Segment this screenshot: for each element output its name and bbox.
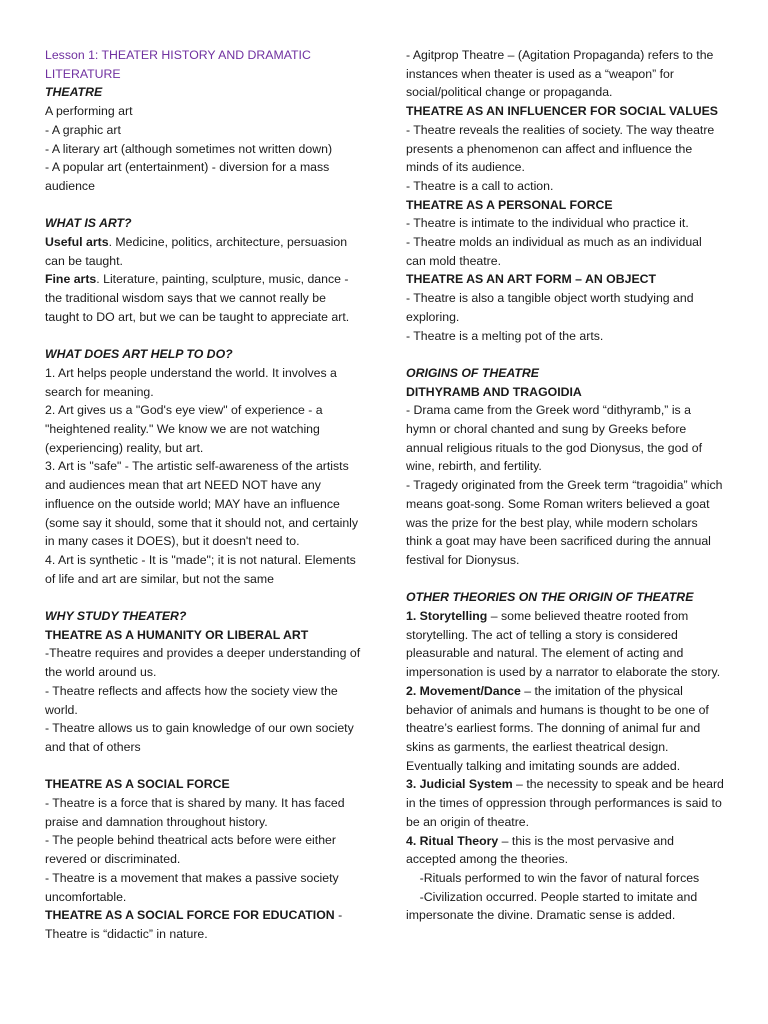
dithyramb-item: - Drama came from the Greek word “dithyramb,” is a hymn or choral chanted and sung by Greeks before annual religious rituals to the god Dionysus, the god of wine, rebirth, and fertility. xyxy=(406,403,702,474)
theory-text: – the imitation of the physical behavior of animals and humans is thought to be one of theatre’s earliest forms. The donning of animal fur and skins as garments, the earliest theatrical design. Eventually talking and imitating sounds are added. xyxy=(406,683,709,773)
what-does-art-heading: WHAT DOES ART HELP TO DO? xyxy=(45,347,233,362)
ritual-item: -Civilization occurred. People started to imitate and impersonate the divine. Dramatic sense is added. xyxy=(406,889,701,923)
theory-item xyxy=(406,682,724,776)
personal-heading: THEATRE AS A PERSONAL FORCE xyxy=(406,197,613,212)
theory-text: – this is the most pervasive and accepted among the theories. xyxy=(406,833,674,867)
theatre-item: - A popular art (entertainment) - diversion for a mass audience xyxy=(45,160,330,193)
theory-item xyxy=(406,775,724,831)
what-is-art-heading: WHAT IS ART? xyxy=(45,216,132,231)
lesson-title: Lesson 1: THEATER HISTORY AND DRAMATIC LITERATURE xyxy=(45,48,311,81)
education-heading: THEATRE AS A SOCIAL FORCE FOR EDUCATION xyxy=(45,908,335,923)
fine-arts-term: Fine arts xyxy=(45,272,97,287)
useful-arts-term: Useful arts xyxy=(45,235,109,250)
humanity-item: -Theatre requires and provides a deeper understanding of the world around us. xyxy=(45,646,361,680)
art-point: 1. Art helps people understand the world. It involves a search for meaning. xyxy=(45,365,337,399)
theory-item xyxy=(406,832,724,869)
humanity-item: - Theatre reflects and affects how the society view the world. xyxy=(45,683,338,717)
social-force-heading: THEATRE AS A SOCIAL FORCE xyxy=(45,777,230,792)
values-item: - Theatre is a call to action. xyxy=(406,178,554,193)
art-point: 3. Art is "safe" - The artistic self-awareness of the artists and audiences mean that art NEED NOT have any influence on the outside world; MAY have an influence (some say it should, some that it should not, and certainly in many cases it DOES), but it doesn't need to. xyxy=(45,459,359,549)
right-column xyxy=(406,46,724,925)
theatre-item: A performing art xyxy=(45,104,133,119)
origins-heading: ORIGINS OF THEATRE xyxy=(406,365,539,380)
dithyramb-item: - Tragedy originated from the Greek term “tragoidia” which means goat-song. Some Roman writers believed a goat was the prize for the best play, while modern scholars think a goat may have been sacrificed during the annual festival for Dionysus. xyxy=(406,478,723,567)
useful-arts-text: . Medicine, politics, architecture, persuasion can be taught. xyxy=(45,235,348,268)
theory-item xyxy=(406,607,724,682)
fine-arts-paragraph xyxy=(45,270,363,326)
art-point: 4. Art is synthetic - It is "made"; it is not natural. Elements of life and art are similar, but not the same xyxy=(45,552,356,586)
agitprop-paragraph: - Agitprop Theatre – (Agitation Propaganda) refers to the instances when theater is used as a “weapon” for social/political change or propaganda. xyxy=(406,48,714,100)
useful-arts-paragraph xyxy=(45,233,363,270)
ritual-item: -Rituals performed to win the favor of natural forces xyxy=(406,870,700,885)
theory-text: – the necessity to speak and be heard in the times of oppression through performances is said to be an origin of theatre. xyxy=(406,777,724,829)
theory-term: 1. Storytelling xyxy=(406,609,488,624)
humanity-item: - Theatre allows us to gain knowledge of our own society and that of others xyxy=(45,721,354,754)
theory-text: – some believed theatre rooted from storytelling. The act of telling a story is considered pleasurable and natural. The element of acting and impersonation is used by a narrator to elaborate the story. xyxy=(406,609,721,680)
art-point: 2. Art gives us a "God's eye view" of experience - a "heightened reality." We know we are not watching (experiencing) reality, but art. xyxy=(45,403,323,455)
social-force-item: - Theatre is a movement that makes a passive society uncomfortable. xyxy=(45,870,339,904)
fine-arts-text: . Literature, painting, sculpture, music, dance - the traditional wisdom says that we cannot really be taught to DO art, but we can be taught to appreciate art. xyxy=(45,272,350,324)
theory-term: 4. Ritual Theory xyxy=(406,833,499,848)
artform-item: - Theatre is a melting pot of the arts. xyxy=(406,328,604,343)
education-text: - Theatre is “didactic” in nature. xyxy=(45,908,343,941)
left-column xyxy=(45,46,363,944)
theatre-item: - A graphic art xyxy=(45,122,121,137)
personal-item: - Theatre molds an individual as much as an individual can mold theatre. xyxy=(406,235,702,268)
humanity-heading: THEATRE AS A HUMANITY OR LIBERAL ART xyxy=(45,627,309,642)
artform-item: - Theatre is also a tangible object worth studying and exploring. xyxy=(406,291,694,324)
other-theories-heading: OTHER THEORIES ON THE ORIGIN OF THEATRE xyxy=(406,590,694,605)
theatre-heading: THEATRE xyxy=(45,85,103,100)
theory-term: 2. Movement/Dance xyxy=(406,683,521,698)
social-force-item: - The people behind theatrical acts before were either revered or discriminated. xyxy=(45,833,336,867)
artform-heading: THEATRE AS AN ART FORM – AN OBJECT xyxy=(406,272,657,287)
education-paragraph xyxy=(45,906,363,943)
personal-item: - Theatre is intimate to the individual who practice it. xyxy=(406,216,689,231)
values-heading: THEATRE AS AN INFLUENCER FOR SOCIAL VALUES xyxy=(406,104,718,119)
dithyramb-heading: DITHYRAMB AND TRAGOIDIA xyxy=(406,384,582,399)
why-study-heading: WHY STUDY THEATER? xyxy=(45,609,187,624)
social-force-item: - Theatre is a force that is shared by many. It has faced praise and damnation throughout history. xyxy=(45,796,345,829)
theatre-item: - A literary art (although sometimes not written down) xyxy=(45,141,333,156)
theory-term: 3. Judicial System xyxy=(406,777,513,792)
values-item: - Theatre reveals the realities of society. The way theatre presents a phenomenon can affect and influence the minds of its audience. xyxy=(406,122,715,175)
